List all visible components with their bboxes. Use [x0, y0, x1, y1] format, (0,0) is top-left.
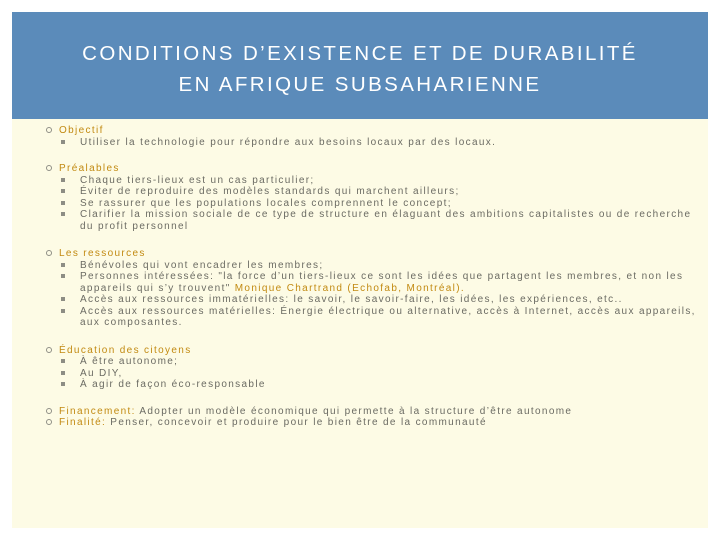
section-prealables: [46, 163, 696, 232]
list-item: [80, 271, 696, 294]
circle-bullet-icon: [46, 408, 52, 414]
finalite-text: Penser, concevoir et produire pour le bien être de la communauté: [106, 417, 487, 428]
slide: [12, 12, 708, 528]
list-item: [80, 198, 696, 210]
square-bullet-icon: [61, 212, 65, 216]
slide-title-line-2: EN AFRIQUE SUBSAHARIENNE: [178, 73, 542, 96]
square-bullet-icon: [61, 140, 65, 144]
bullet-list: [59, 356, 696, 391]
list-item: [80, 209, 696, 232]
square-bullet-icon: [61, 274, 65, 278]
list-item-text: Éviter de reproduire des modèles standards qui marchent ailleurs;: [80, 186, 460, 197]
list-item-text: À agir de façon éco-responsable: [80, 379, 266, 390]
list-item-text: À être autonome;: [80, 356, 179, 367]
list-item-text: Accès aux ressources immatérielles: le savoir, le savoir-faire, les idées, les expériences, etc..: [80, 294, 623, 305]
section-heading: Objectif: [59, 125, 104, 136]
section-line: [59, 406, 696, 418]
list-item: [80, 306, 696, 329]
list-item-text: Au DIY,: [80, 367, 123, 379]
section-heading: Les ressources: [59, 248, 146, 259]
list-item: [80, 368, 696, 380]
title-bar: [12, 12, 708, 119]
slide-content: [46, 125, 696, 429]
list-item: [80, 175, 696, 187]
bullet-list: [59, 175, 696, 233]
list-item-text: Accès aux ressources matérielles: Énergie électrique ou alternative, accès à Internet, accès aux appareils, aux composantes.: [80, 305, 696, 328]
list-item: [80, 379, 696, 391]
circle-bullet-icon: [46, 127, 52, 133]
list-item: [80, 186, 696, 198]
bullet-list: [59, 137, 696, 149]
bullet-list: [59, 260, 696, 329]
circle-bullet-icon: [46, 165, 52, 171]
list-item-text: Utiliser la technologie pour répondre aux besoins locaux par des locaux.: [80, 136, 497, 148]
slide-title: [12, 38, 708, 100]
section-finalite: [46, 417, 696, 429]
square-bullet-icon: [61, 178, 65, 182]
square-bullet-icon: [61, 309, 65, 313]
list-item: [80, 260, 696, 272]
financement-text: Adopter un modèle économique qui permette à la structure d’être autonome: [135, 405, 573, 417]
circle-bullet-icon: [46, 250, 52, 256]
square-bullet-icon: [61, 189, 65, 193]
square-bullet-icon: [61, 359, 65, 363]
financement-label: Financement:: [59, 405, 136, 417]
list-item: [80, 294, 696, 306]
circle-bullet-icon: [46, 347, 52, 353]
list-item-text: Clarifier la mission sociale de ce type de structure en élaguant des ambitions capitalistes ou de recherche du profit personnel: [80, 209, 692, 232]
quote-attribution: Monique Chartrand (Echofab, Montréal).: [234, 282, 466, 294]
section-line: [59, 417, 696, 429]
list-item-text: Personnes intéressées: "la force d’un tiers-lieux ce sont les idées que partagent les membres, et non les appareils qui s’y trouvent": [80, 271, 684, 294]
list-item-text: Se rassurer que les populations locales comprennent le concept;: [80, 197, 452, 209]
section-heading: Préalables: [59, 163, 120, 174]
list-item-text: Bénévoles qui vont encadrer les membres;: [80, 259, 324, 271]
square-bullet-icon: [61, 371, 65, 375]
list-item-text: Chaque tiers-lieux est un cas particulier;: [80, 174, 315, 186]
square-bullet-icon: [61, 201, 65, 205]
square-bullet-icon: [61, 263, 65, 267]
list-item: [80, 137, 696, 149]
section-financement: [46, 406, 696, 418]
slide-title-line-1: CONDITIONS D’EXISTENCE ET DE DURABILITÉ: [82, 42, 638, 65]
list-item: [80, 356, 696, 368]
square-bullet-icon: [61, 297, 65, 301]
section-ressources: [46, 248, 696, 329]
square-bullet-icon: [61, 382, 65, 386]
section-objectif: [46, 125, 696, 148]
section-heading: Éducation des citoyens: [59, 344, 192, 356]
circle-bullet-icon: [46, 419, 52, 425]
section-education: [46, 345, 696, 391]
finalite-label: Finalité:: [59, 417, 107, 428]
